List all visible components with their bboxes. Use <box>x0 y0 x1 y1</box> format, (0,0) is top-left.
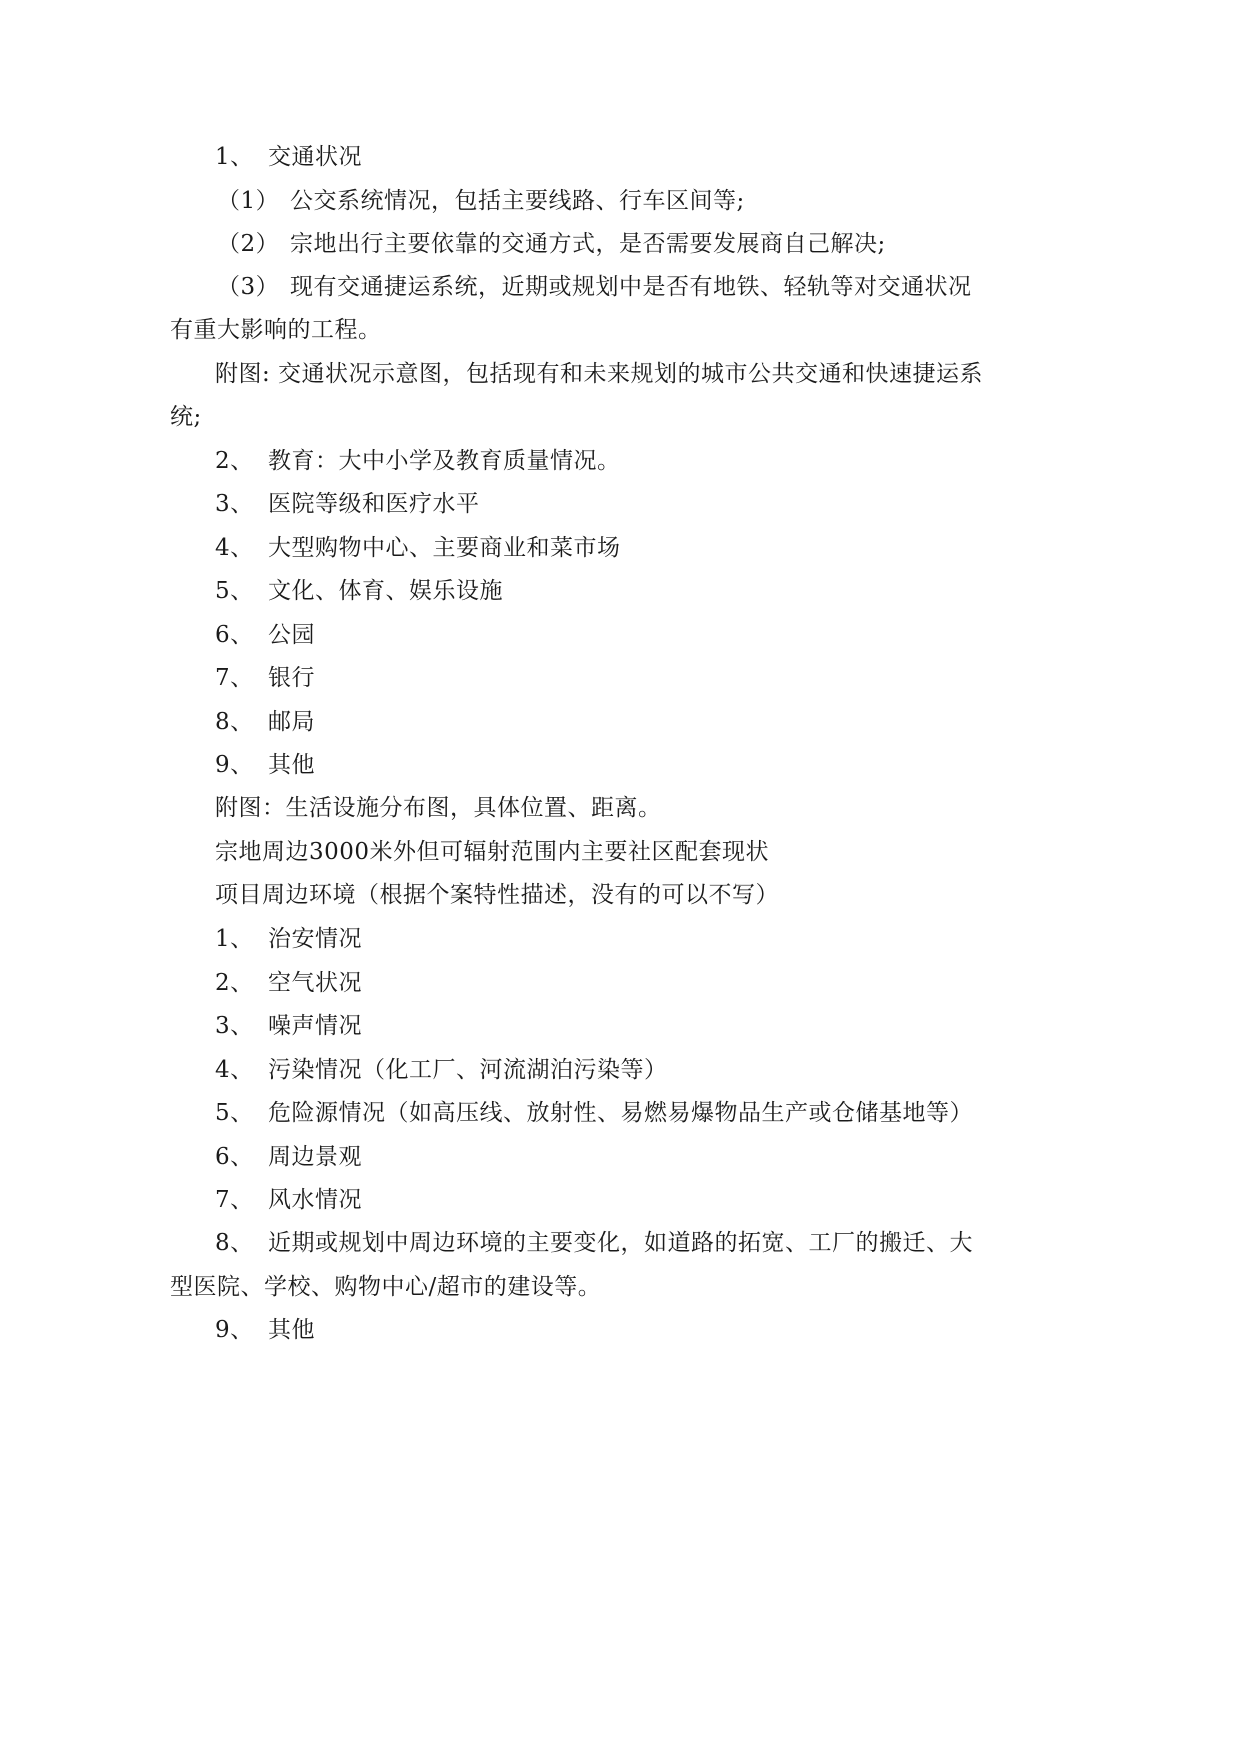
list-text: 治安情况 <box>268 926 362 952</box>
list-text: 文化、体育、娱乐设施 <box>268 578 503 604</box>
list-number: （3） <box>217 274 280 300</box>
list-text: 污染情况（化工厂、河流湖泊污染等） <box>268 1057 668 1083</box>
list-number: 8、 <box>215 1230 254 1256</box>
list-number: 8、 <box>215 709 254 735</box>
list-number: 4、 <box>215 535 254 561</box>
list-number: 1、 <box>215 144 254 170</box>
list-number: 7、 <box>215 665 254 691</box>
list-text: 其他 <box>268 1317 315 1343</box>
environment-heading: 项目周边环境（根据个案特性描述，没有的可以不写） <box>215 882 779 908</box>
list-text: 交通状况 <box>268 144 362 170</box>
traffic-attachment-continuation: 统; <box>170 404 202 430</box>
list-number: 3、 <box>215 491 254 517</box>
list-number: （1） <box>217 188 280 214</box>
list-number: 3、 <box>215 1013 254 1039</box>
list-text: 危险源情况（如高压线、放射性、易燃易爆物品生产或仓储基地等） <box>268 1100 973 1126</box>
list-number: 6、 <box>215 622 254 648</box>
traffic-item-continuation: 有重大影响的工程。 <box>170 317 382 343</box>
list-text: 公交系统情况，包括主要线路、行车区间等; <box>290 188 745 214</box>
list-number: 4、 <box>215 1057 254 1083</box>
list-text: 公园 <box>268 622 315 648</box>
list-text: 周边景观 <box>268 1144 362 1170</box>
list-number: 7、 <box>215 1187 254 1213</box>
list-number: 9、 <box>215 1317 254 1343</box>
facilities-attachment: 附图：生活设施分布图，具体位置、距离。 <box>215 795 662 821</box>
list-text: 空气状况 <box>268 970 362 996</box>
traffic-attachment: 附图: 交通状况示意图，包括现有和未来规划的城市公共交通和快速捷运系 <box>215 361 984 387</box>
list-number: 1、 <box>215 926 254 952</box>
radius-note: 宗地周边3000米外但可辐射范围内主要社区配套现状 <box>215 839 770 865</box>
list-number: 5、 <box>215 578 254 604</box>
list-text: 噪声情况 <box>268 1013 362 1039</box>
list-text: 其他 <box>268 752 315 778</box>
list-text: 邮局 <box>268 709 315 735</box>
list-text: 宗地出行主要依靠的交通方式，是否需要发展商自己解决; <box>290 231 886 257</box>
list-text: 近期或规划中周边环境的主要变化，如道路的拓宽、工厂的搬迁、大 <box>268 1230 973 1256</box>
list-text: 教育：大中小学及教育质量情况。 <box>268 448 621 474</box>
list-text: 银行 <box>268 665 315 691</box>
list-number: 2、 <box>215 970 254 996</box>
list-text: 医院等级和医疗水平 <box>268 491 480 517</box>
list-number: （2） <box>217 231 280 257</box>
list-number: 6、 <box>215 1144 254 1170</box>
list-text: 大型购物中心、主要商业和菜市场 <box>268 535 621 561</box>
list-number: 2、 <box>215 448 254 474</box>
environment-item-continuation: 型医院、学校、购物中心/超市的建设等。 <box>170 1274 602 1300</box>
list-text: 风水情况 <box>268 1187 362 1213</box>
list-number: 5、 <box>215 1100 254 1126</box>
list-text: 现有交通捷运系统，近期或规划中是否有地铁、轻轨等对交通状况 <box>290 274 972 300</box>
list-number: 9、 <box>215 752 254 778</box>
